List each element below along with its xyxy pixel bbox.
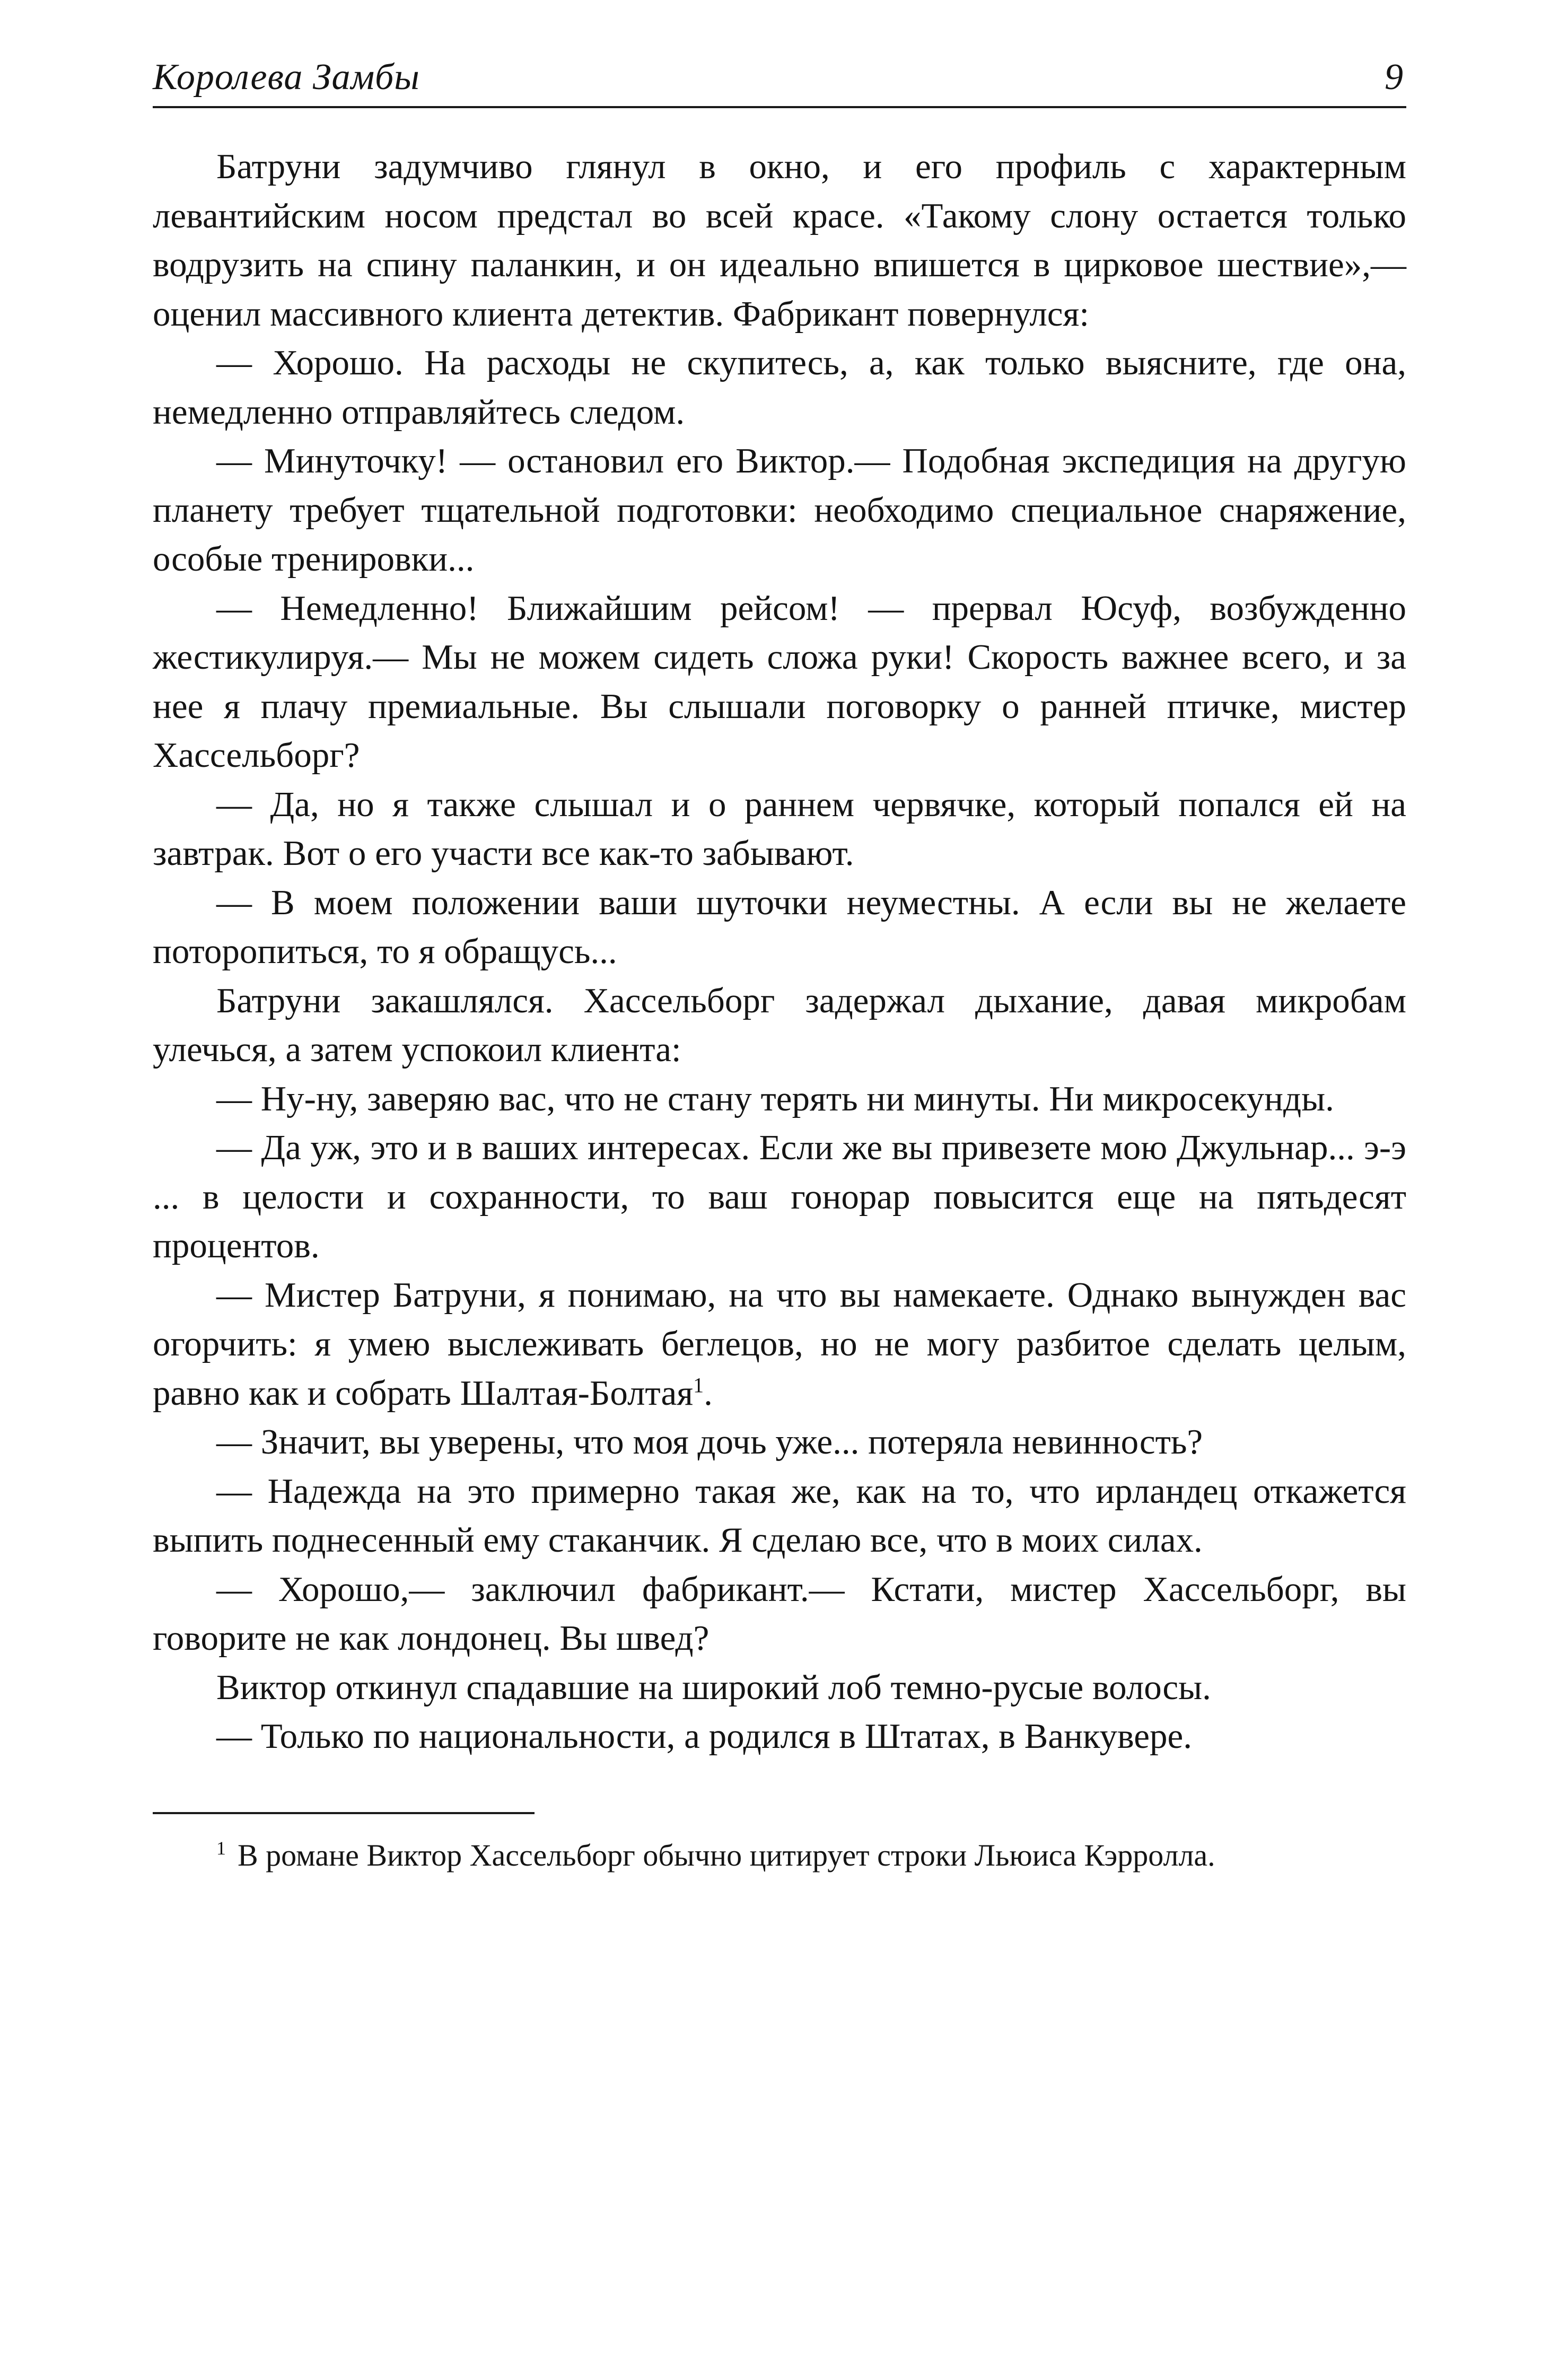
paragraph-with-footnote (153, 1271, 1406, 1418)
book-page (153, 47, 1406, 2327)
footnote (153, 1833, 1406, 1878)
paragraph: — Да, но я также слышал и о раннем червячке, который попался ей на завтрак. Вот о его участи все как-то забывают. (153, 784, 1406, 873)
running-head (153, 47, 1406, 108)
page-number: 9 (1385, 57, 1403, 98)
footnote-marker: 1 (216, 1838, 226, 1859)
footnote-text: В романе Виктор Хассельборг обычно цитирует строки Льюиса Кэрролла. (238, 1838, 1215, 1872)
paragraph: — Только по национальности, а родился в Штатах, в Ванкувере. (216, 1717, 1193, 1756)
footnote-reference[interactable]: 1 (693, 1373, 704, 1397)
paragraph: — Хорошо,— заключил фабрикант.— Кстати, мистер Хассельборг, вы говорите не как лондонец. Вы швед? (153, 1569, 1406, 1658)
paragraph-end-punct: . (704, 1373, 713, 1413)
paragraph: — Да уж, это и в ваших интересах. Если же вы привезете мою Джульнар... э-э ... в целости и сохранности, то ваш гонорар повысится еще на пятьдесят процентов. (153, 1128, 1406, 1265)
paragraph: — В моем положении ваши шуточки неуместны. А если вы не желаете поторопиться, то я обращусь... (153, 882, 1406, 971)
paragraph: Батруни задумчиво глянул в окно, и его профиль с характерным левантийским носом предстал во всей красе. «Такому слону остается только водрузить на спину паланкин, и он идеально впишется в цирковое шествие»,— оценил массивного клиента детектив. Фабрикант повернулся: (153, 147, 1406, 334)
paragraph-text: — Мистер Батруни, я понимаю, на что вы намекаете. Однако вынужден вас огорчить: я умею выслеживать беглецов, но не могу разбитое сделать целым, равно как и собрать Шалтая-Болтая (153, 1275, 1406, 1413)
paragraph: — Ну-ну, заверяю вас, что не стану терять ни минуты. Ни микросекунды. (216, 1079, 1334, 1118)
paragraph: — Минуточку! — остановил его Виктор.— Подобная экспедиция на другую планету требует тщательной подготовки: необходимо специальное снаряжение, особые тренировки... (153, 441, 1406, 579)
running-title: Королева Замбы (153, 57, 420, 98)
paragraph: Виктор откинул спадавшие на широкий лоб темно-русые волосы. (216, 1667, 1211, 1707)
paragraph: Батруни закашлялся. Хассельборг задержал дыхание, давая микробам улечься, а затем успокоил клиента: (153, 981, 1406, 1069)
body-text (153, 142, 1406, 1761)
footnote-divider (153, 1812, 535, 1814)
paragraph: — Хорошо. На расходы не скупитесь, а, как только выясните, где она, немедленно отправляйтесь следом. (153, 343, 1406, 432)
paragraph: — Надежда на это примерно такая же, как на то, что ирландец откажется выпить поднесенный ему стаканчик. Я сделаю все, что в моих силах. (153, 1471, 1406, 1560)
paragraph: — Немедленно! Ближайшим рейсом! — прервал Юсуф, возбужденно жестикулируя.— Мы не можем сидеть сложа руки! Скорость важнее всего, и за нее я плачу премиальные. Вы слышали поговорку о ранней птичке, мистер Хассельборг? (153, 588, 1406, 775)
paragraph: — Значит, вы уверены, что моя дочь уже... потеряла невинность? (216, 1422, 1203, 1462)
